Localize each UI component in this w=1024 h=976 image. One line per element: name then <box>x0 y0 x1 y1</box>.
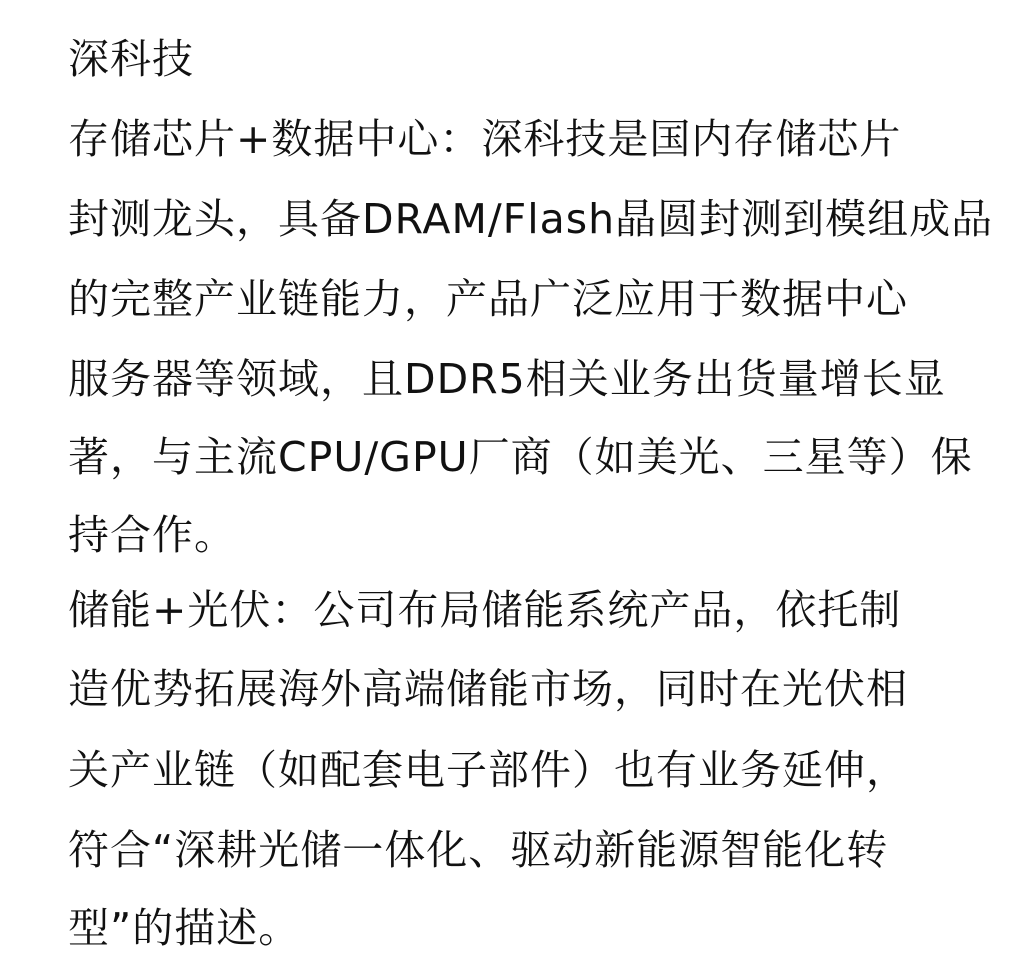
text-line: 持合作。 <box>68 511 236 559</box>
text-line: 封测龙头，具备DRAM/Flash晶圆封测到模组成品 <box>68 195 994 243</box>
text-line: 造优势拓展海外高端储能市场，同时在光伏相 <box>68 665 908 713</box>
text-line: 存储芯片+数据中心：深科技是国内存储芯片 <box>68 115 902 163</box>
text-line: 型”的描述。 <box>68 904 301 952</box>
text-line: 储能+光伏：公司布局储能系统产品，依托制 <box>68 586 902 634</box>
heading-company: 深科技 <box>68 35 194 83</box>
text-line: 著，与主流CPU/GPU厂商（如美光、三星等）保 <box>68 433 973 481</box>
text-line: 服务器等领域，且DDR5相关业务出货量增长显 <box>68 355 946 403</box>
text-line: 关产业链（如配套电子部件）也有业务延伸， <box>68 746 908 794</box>
text-line: 的完整产业链能力，产品广泛应用于数据中心 <box>68 275 908 323</box>
text-line: 符合“深耕光储一体化、驱动新能源智能化转 <box>68 826 889 874</box>
